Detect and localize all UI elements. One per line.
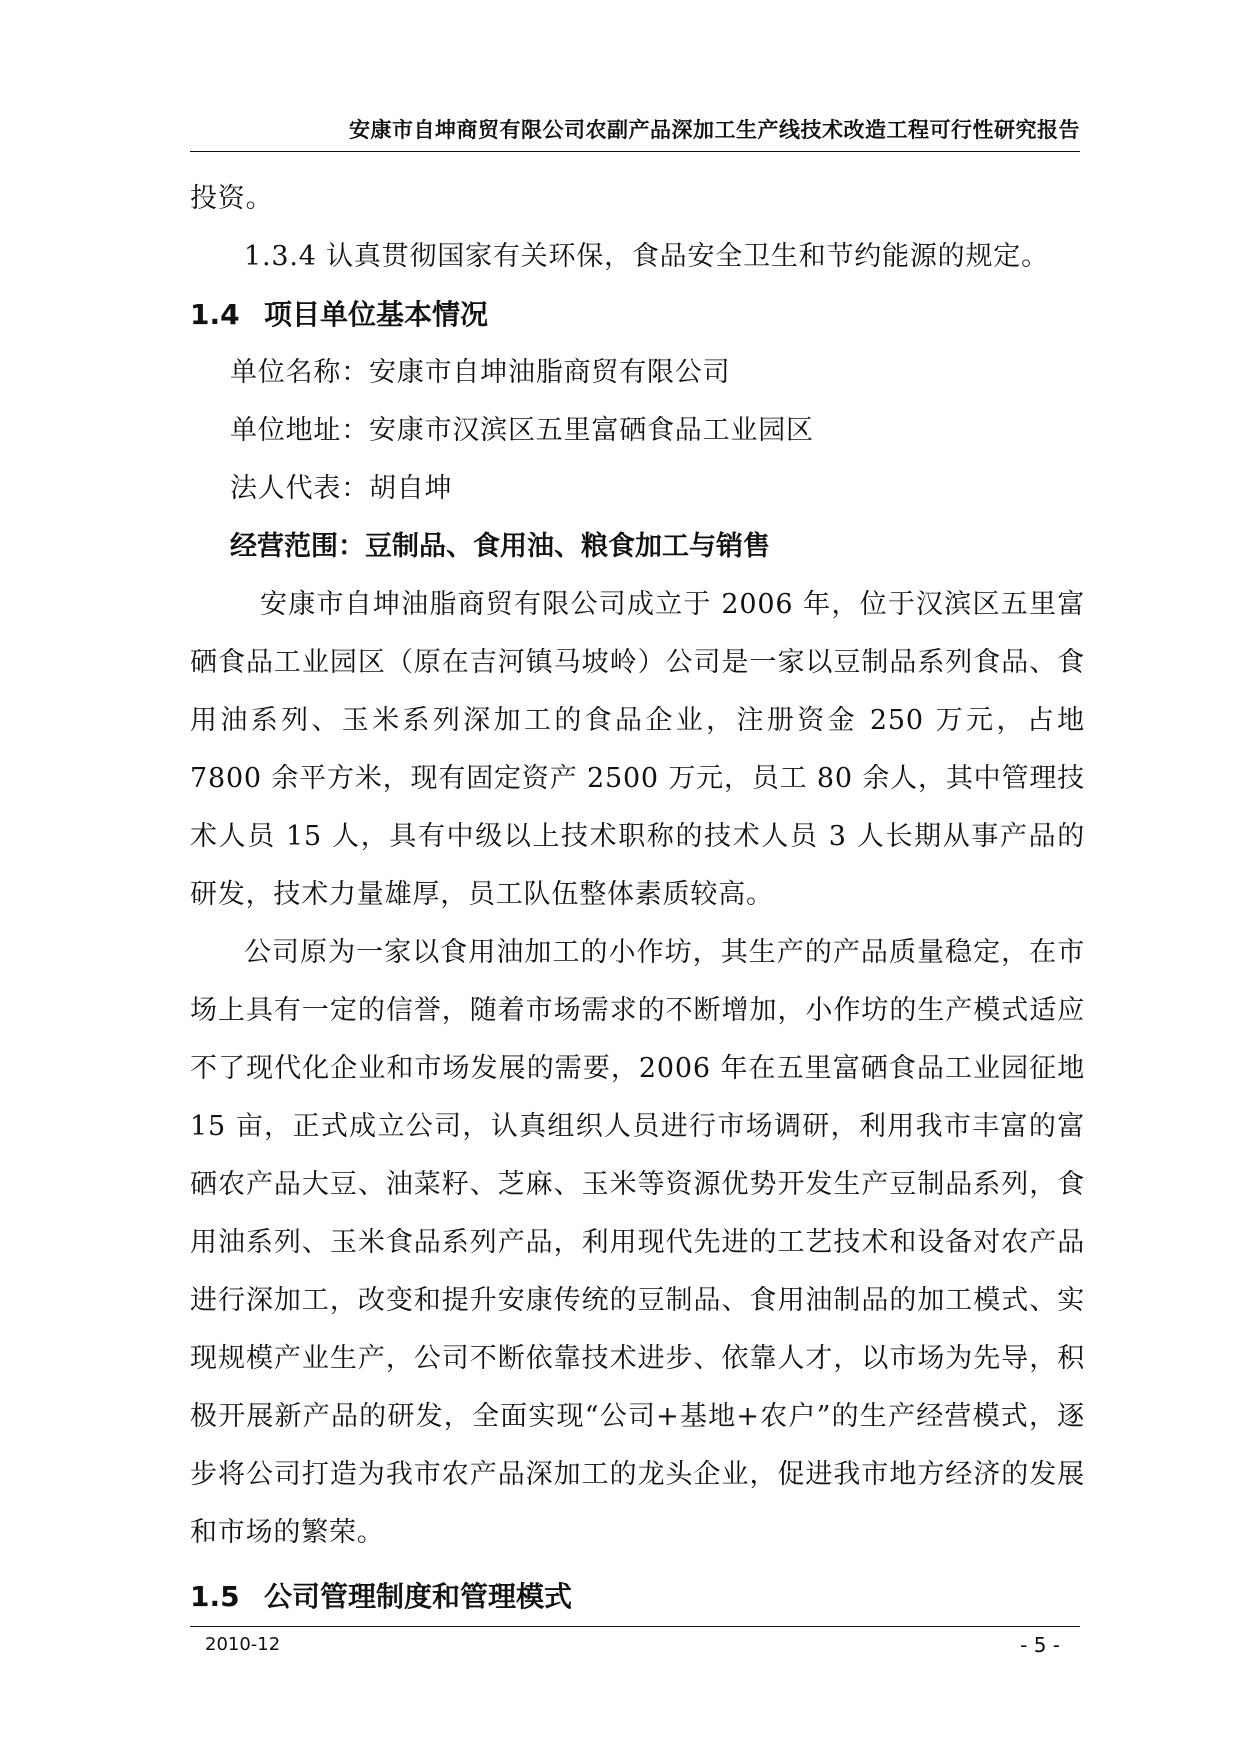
section-number: 1.4 bbox=[190, 298, 240, 331]
company-overview-paragraph: 安康市自坤油脂商贸有限公司成立于 2006 年，位于汉滨区五里富硒食品工业园区（原在吉河镇马坡岭）公司是一家以豆制品系列食品、食用油系列、玉米系列深加工的食品企业，注册资金 250 万元，占地 7800 余平方米，现有固定资产 2500 万元，员工 80 余人，其中管理技术人员 15 人，具有中级以上技术职称的技术人员 3 人长期从事产品的研发，技术力量雄厚，员工队伍整体素质较高。 bbox=[190, 589, 1085, 910]
section-heading-1-5 bbox=[190, 1568, 1085, 1626]
unit-address: 单位地址：安康市汉滨区五里富硒食品工业园区 bbox=[230, 415, 814, 446]
continuation-text: 投资。 bbox=[190, 183, 274, 214]
section-heading-1-4 bbox=[190, 286, 1085, 344]
legal-representative: 法人代表：胡自坤 bbox=[230, 473, 453, 504]
footer-rule bbox=[190, 1626, 1080, 1627]
footer-date: 2010-12 bbox=[205, 1634, 281, 1655]
section-title: 项目单位基本情况 bbox=[264, 298, 489, 331]
company-history-paragraph: 公司原为一家以食用油加工的小作坊，其生产的产品质量稳定，在市场上具有一定的信誉，随着市场需求的不断增加，小作坊的生产模式适应不了现代化企业和市场发展的需要，2006 年在五里富硒食品工业园征地 15 亩，正式成立公司，认真组织人员进行市场调研，利用我市丰富的富硒农产品大豆、油菜籽、芝麻、玉米等资源优势开发生产豆制品系列，食用油系列、玉米食品系列产品，利用现代先进的工艺技术和设备对农产品进行深加工，改变和提升安康传统的豆制品、食用油制品的加工模式、实现规模产业生产，公司不断依靠技术进步、依靠人才，以市场为先导，积极开展新产品的研发，全面实现“公司+基地+农户”的生产经营模式，逐步将公司打造为我市农产品深加工的龙头企业，促进我市地方经济的发展和市场的繁荣。 bbox=[190, 937, 1085, 1548]
item-1-3-4: 1.3.4 认真贯彻国家有关环保，食品安全卫生和节约能源的规定。 bbox=[244, 241, 1049, 272]
section-title: 公司管理制度和管理模式 bbox=[264, 1580, 573, 1613]
business-scope: 经营范围：豆制品、食用油、粮食加工与销售 bbox=[230, 531, 770, 562]
document-body bbox=[190, 170, 1085, 1626]
running-header: 安康市自坤商贸有限公司农副产品深加工生产线技术改造工程可行性研究报告 bbox=[349, 118, 1080, 142]
section-number: 1.5 bbox=[190, 1580, 240, 1613]
header-rule bbox=[190, 151, 1080, 152]
unit-name: 单位名称：安康市自坤油脂商贸有限公司 bbox=[230, 357, 731, 388]
page-number: - 5 - bbox=[1020, 1633, 1060, 1657]
